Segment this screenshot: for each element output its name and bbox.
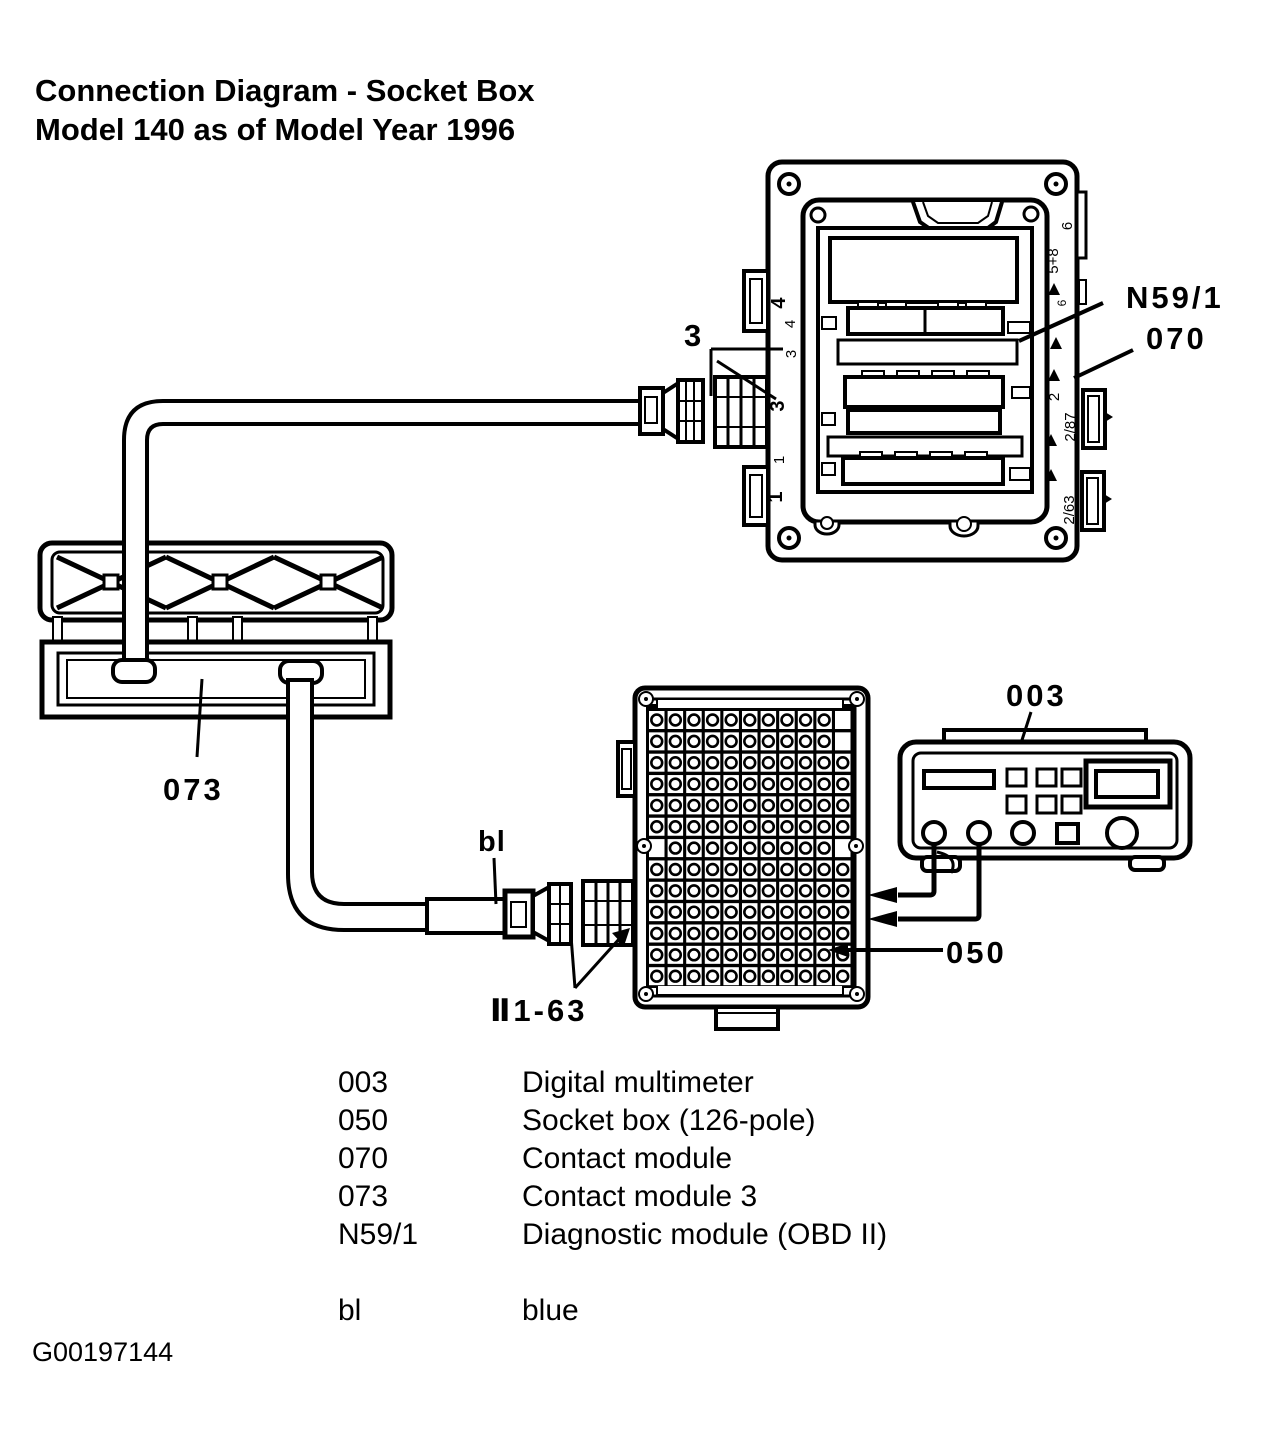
socket-pin	[763, 907, 774, 918]
socket-pin	[763, 949, 774, 960]
legend-code: N59/1	[338, 1218, 419, 1251]
socket-pin	[670, 928, 681, 939]
multimeter-display-small	[924, 771, 994, 788]
socket-pin	[670, 843, 681, 854]
socket-pin	[763, 757, 774, 768]
socket-pin	[707, 821, 718, 832]
socket-pin	[744, 821, 755, 832]
legend-code: 073	[338, 1180, 389, 1213]
socket-pin	[819, 885, 830, 896]
socket-pin	[763, 800, 774, 811]
socket-pin	[744, 800, 755, 811]
legend-code: 003	[338, 1066, 389, 1099]
label-003: 003	[1006, 678, 1067, 713]
socket-pin	[763, 715, 774, 726]
socket-cell	[835, 711, 851, 729]
label-3: 3	[684, 318, 705, 353]
socket-pin	[689, 949, 700, 960]
socket-pin	[707, 843, 718, 854]
probe-arrow	[868, 887, 897, 903]
pin-label: 3	[783, 349, 800, 359]
socket-pin	[744, 779, 755, 790]
pin-label: 2/87	[1062, 412, 1079, 442]
socket-pin	[670, 736, 681, 747]
label-bl: bl	[478, 826, 506, 858]
socket-pin	[782, 821, 793, 832]
legend-desc: Digital multimeter	[522, 1066, 754, 1099]
multimeter-button	[1007, 796, 1026, 813]
socket-pin	[744, 928, 755, 939]
multimeter-button	[1007, 769, 1026, 786]
socket-pin	[819, 715, 830, 726]
pin-label: 2/63	[1061, 495, 1078, 525]
probe-jack	[968, 822, 990, 844]
page-title-line2: Model 140 as of Model Year 1996	[35, 112, 516, 147]
socket-pin	[726, 885, 737, 896]
socket-pin	[744, 907, 755, 918]
multimeter-button	[1037, 769, 1056, 786]
socket-pin	[651, 949, 662, 960]
label-ii1-63: Ⅱ1-63	[490, 993, 588, 1028]
socket-pin	[651, 928, 662, 939]
pin-label: 1	[765, 491, 787, 503]
socket-pin	[670, 907, 681, 918]
socket-pin	[837, 821, 848, 832]
pin-label: 2	[1046, 392, 1063, 402]
socket-pin	[651, 779, 662, 790]
socket-pin	[800, 885, 811, 896]
socket-pin	[651, 757, 662, 768]
socket-pin	[670, 971, 681, 982]
socket-pin	[819, 757, 830, 768]
pin-label: 4	[768, 297, 790, 309]
digital-multimeter-003	[900, 730, 1190, 871]
socket-pin	[707, 949, 718, 960]
legend-desc: Socket box (126-pole)	[522, 1104, 816, 1137]
page-title-line1: Connection Diagram - Socket Box	[35, 73, 535, 108]
socket-pin	[707, 800, 718, 811]
socket-pin	[689, 843, 700, 854]
pin-label: 1	[771, 455, 788, 465]
socket-pin	[782, 864, 793, 875]
socket-pin	[819, 949, 830, 960]
socket-pin	[782, 736, 793, 747]
socket-pin	[800, 864, 811, 875]
socket-pin	[689, 736, 700, 747]
contact-module-070	[744, 162, 1113, 560]
socket-pin	[763, 885, 774, 896]
socket-pin	[670, 821, 681, 832]
socket-pin	[689, 971, 700, 982]
legend	[338, 1066, 887, 1327]
socket-pin	[744, 757, 755, 768]
socket-pin	[837, 864, 848, 875]
socket-pin	[744, 736, 755, 747]
socket-pin	[726, 736, 737, 747]
socket-pin	[670, 864, 681, 875]
socket-pin	[800, 736, 811, 747]
socket-pin	[819, 864, 830, 875]
socket-pin	[726, 779, 737, 790]
socket-pin	[707, 715, 718, 726]
socket-pin	[707, 736, 718, 747]
socket-pin	[707, 907, 718, 918]
socket-pin	[726, 843, 737, 854]
socket-pin	[689, 757, 700, 768]
socket-pin	[837, 779, 848, 790]
socket-pin	[689, 800, 700, 811]
socket-pin	[800, 715, 811, 726]
rotary-knob	[1107, 818, 1137, 848]
socket-pin	[744, 971, 755, 982]
socket-pin	[800, 757, 811, 768]
socket-pin	[689, 907, 700, 918]
socket-pin	[726, 821, 737, 832]
socket-pin	[726, 949, 737, 960]
socket-pin	[819, 843, 830, 854]
socket-pin	[726, 800, 737, 811]
legend-color-code: bl	[338, 1294, 362, 1327]
socket-pin	[782, 928, 793, 939]
socket-pin	[837, 928, 848, 939]
socket-pin	[800, 949, 811, 960]
connector-3	[640, 377, 767, 447]
socket-pin	[819, 800, 830, 811]
socket-pin	[670, 885, 681, 896]
probe-jack	[1012, 822, 1034, 844]
socket-pin	[819, 928, 830, 939]
socket-pin	[763, 928, 774, 939]
multimeter-button	[1062, 796, 1081, 813]
socket-pin	[670, 715, 681, 726]
socket-pin	[782, 843, 793, 854]
socket-pin	[670, 800, 681, 811]
socket-pin	[707, 928, 718, 939]
socket-pin	[689, 864, 700, 875]
socket-pin	[819, 779, 830, 790]
socket-pin	[782, 949, 793, 960]
legend-desc: Contact module 3	[522, 1180, 758, 1213]
socket-pin	[800, 779, 811, 790]
socket-pin	[726, 864, 737, 875]
socket-pin	[782, 971, 793, 982]
socket-pin	[819, 736, 830, 747]
socket-pin	[800, 971, 811, 982]
multimeter-button	[1037, 796, 1056, 813]
socket-pin	[689, 928, 700, 939]
socket-pin	[744, 715, 755, 726]
pin-label: 6	[1055, 299, 1069, 307]
socket-pin	[726, 907, 737, 918]
socket-pin	[744, 949, 755, 960]
socket-pin	[726, 715, 737, 726]
label-n59-1: N59/1	[1126, 280, 1224, 315]
socket-pin	[651, 885, 662, 896]
socket-pin	[707, 779, 718, 790]
socket-pin	[782, 779, 793, 790]
socket-pin	[651, 736, 662, 747]
socket-pin	[819, 971, 830, 982]
socket-pin	[837, 757, 848, 768]
pin-label: 5+8	[1045, 248, 1062, 274]
contact-module-073	[40, 543, 392, 717]
legend-code: 070	[338, 1142, 389, 1175]
socket-pin	[670, 757, 681, 768]
socket-pin	[651, 821, 662, 832]
socket-pin	[689, 821, 700, 832]
socket-pin	[837, 971, 848, 982]
socket-pin	[670, 779, 681, 790]
socket-pin	[651, 715, 662, 726]
probe-arrow	[868, 911, 897, 927]
legend-code: 050	[338, 1104, 389, 1137]
socket-box-050	[618, 688, 868, 1029]
socket-pin	[651, 864, 662, 875]
socket-pin	[726, 928, 737, 939]
multimeter-button	[1062, 769, 1081, 786]
socket-pin	[763, 821, 774, 832]
socket-pin	[726, 971, 737, 982]
pin-label: 4	[782, 319, 799, 329]
socket-pin	[689, 715, 700, 726]
socket-pin	[782, 715, 793, 726]
connector-ii1-63	[427, 881, 633, 945]
pin-label: 3	[767, 400, 789, 412]
socket-pin	[800, 821, 811, 832]
socket-pin	[837, 907, 848, 918]
cable-grommet-left	[113, 660, 155, 682]
socket-pin	[819, 907, 830, 918]
socket-pin	[800, 907, 811, 918]
label-050: 050	[946, 935, 1007, 970]
socket-pin	[726, 757, 737, 768]
probe-jack	[923, 822, 945, 844]
socket-pin	[651, 907, 662, 918]
socket-pin	[782, 907, 793, 918]
socket-pin	[782, 757, 793, 768]
socket-cell	[835, 732, 851, 750]
socket-pin	[651, 971, 662, 982]
socket-pin	[763, 864, 774, 875]
pin-label: 6	[1059, 221, 1076, 231]
socket-pin	[707, 757, 718, 768]
socket-pin	[670, 949, 681, 960]
socket-pin	[689, 779, 700, 790]
socket-pin	[837, 885, 848, 896]
socket-pin	[707, 885, 718, 896]
socket-pin	[782, 885, 793, 896]
label-073: 073	[163, 772, 224, 807]
socket-pin	[707, 864, 718, 875]
socket-pin	[744, 843, 755, 854]
socket-pin	[837, 800, 848, 811]
socket-pin	[763, 736, 774, 747]
figure-id: G00197144	[32, 1337, 174, 1367]
socket-pin	[819, 821, 830, 832]
legend-color-desc: blue	[522, 1294, 579, 1327]
socket-pin	[744, 885, 755, 896]
socket-pin	[744, 864, 755, 875]
socket-cell	[835, 839, 851, 857]
socket-pin	[800, 928, 811, 939]
socket-pin	[707, 971, 718, 982]
legend-desc: Diagnostic module (OBD II)	[522, 1218, 888, 1251]
socket-pin	[689, 885, 700, 896]
socket-pin	[763, 843, 774, 854]
legend-desc: Contact module	[522, 1142, 733, 1175]
socket-pin	[782, 800, 793, 811]
socket-pin	[763, 971, 774, 982]
socket-pin	[763, 779, 774, 790]
socket-pin	[651, 800, 662, 811]
socket-pin	[800, 800, 811, 811]
socket-pin	[800, 843, 811, 854]
label-070: 070	[1146, 321, 1207, 356]
